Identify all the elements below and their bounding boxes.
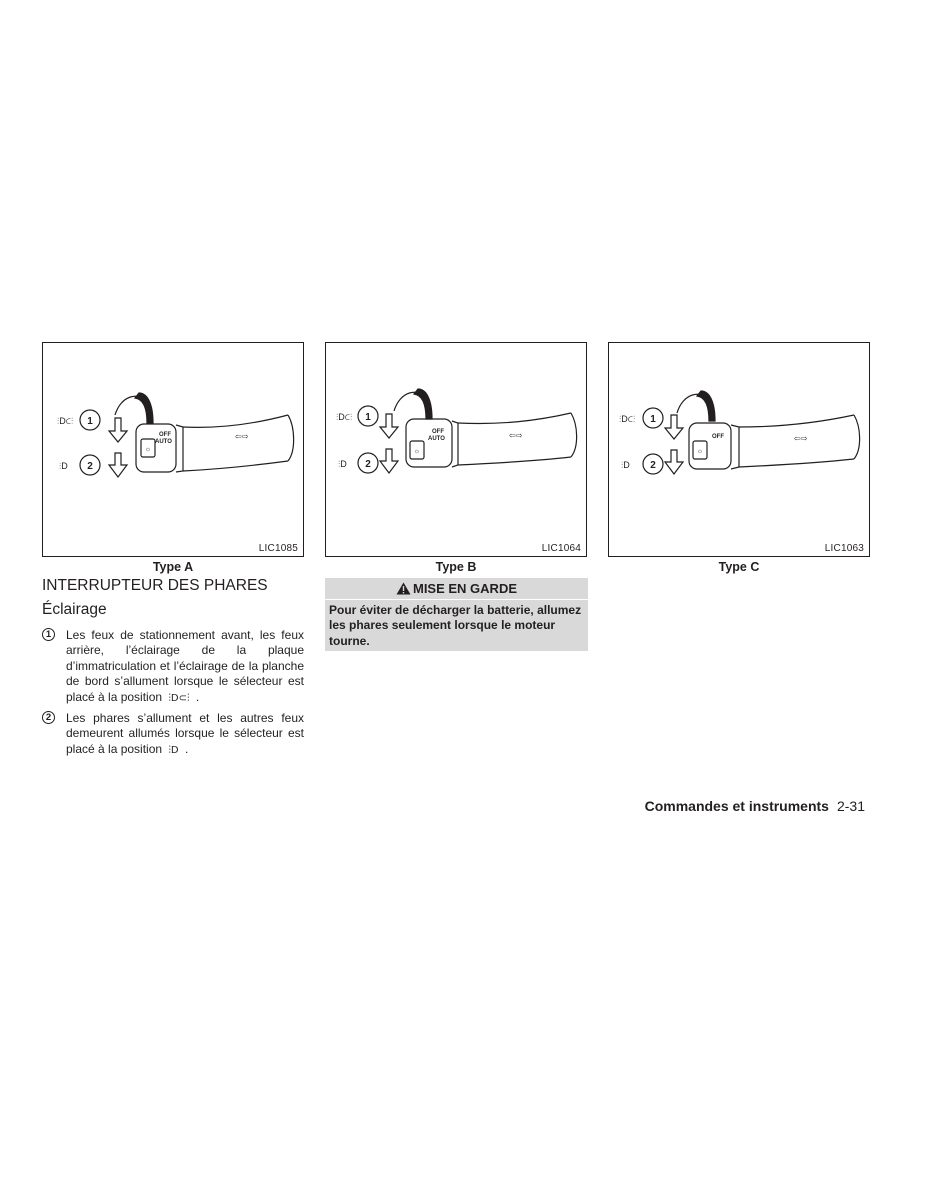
warning-title: MISE EN GARDE (412, 581, 517, 596)
position-2-label: 2 (87, 461, 93, 472)
svg-text:⇦⇨: ⇦⇨ (794, 434, 808, 443)
parking-lights-symbol: ⫶D⊂⫶ (57, 416, 74, 426)
svg-text:OFF: OFF (432, 429, 444, 435)
figure-code: LIC1085 (258, 543, 298, 554)
item-text: Les feux de stationnement avant, les feux arrière, l’éclairage de la plaque d’immatriculation et l’éclairage de la planche de bord s’allument lorsque le sélecteur est placé à la position (66, 628, 304, 704)
warning-box (325, 578, 588, 651)
position-1-label: 1 (365, 412, 371, 423)
item-end: . (195, 689, 200, 704)
warning-header (325, 578, 588, 600)
light-switch-lever-illustration (43, 343, 303, 556)
svg-text:⫶D⊂⫶: ⫶D⊂⫶ (619, 414, 636, 424)
footer-section: Commandes et instruments (644, 798, 829, 814)
figure-code: LIC1063 (824, 543, 864, 554)
item-text-block (66, 628, 304, 706)
headlight-icon: ⫶D (168, 744, 179, 756)
subsection-title: Éclairage (42, 601, 107, 618)
svg-text:⫶D: ⫶D (621, 460, 630, 470)
section-title: INTERRUPTEUR DES PHARES (42, 577, 268, 594)
svg-text:☼: ☼ (696, 448, 704, 455)
warning-triangle-icon (396, 582, 411, 595)
item-end: . (184, 741, 189, 756)
item-text: Les phares s’allument et les autres feux demeurent allumés lorsque le sélecteur est placé à la position (66, 711, 304, 756)
svg-text:☼: ☼ (413, 448, 421, 455)
figure-caption-type-a: Type A (152, 560, 194, 574)
svg-text:⇦⇨: ⇦⇨ (509, 431, 523, 440)
light-switch-lever-illustration (609, 343, 869, 556)
figure-type-a (42, 342, 304, 557)
position-2-label: 2 (650, 460, 656, 471)
headlight-symbol: ⫶D (59, 461, 68, 471)
item-text-block (66, 711, 304, 758)
figure-caption-type-b: Type B (435, 560, 477, 574)
figure-type-c (608, 342, 870, 557)
list-item (42, 711, 304, 758)
svg-text:⫶D: ⫶D (338, 459, 347, 469)
position-2-label: 2 (365, 459, 371, 470)
page-footer (645, 798, 865, 814)
parking-lights-icon: ⫶D⊂⫶ (168, 692, 190, 704)
figure-caption-type-c: Type C (718, 560, 760, 574)
page-number: 2-31 (836, 798, 865, 814)
figure-type-b (325, 342, 587, 557)
svg-text:AUTO: AUTO (428, 436, 445, 442)
position-1-label: 1 (650, 414, 656, 425)
svg-text:⫶D⊂⫶: ⫶D⊂⫶ (336, 412, 353, 422)
svg-text:OFF: OFF (159, 432, 171, 438)
item-number: 1 (42, 628, 55, 641)
warning-text: Pour éviter de décharger la batterie, allumez les phares seulement lorsque le moteur tourne. (329, 603, 582, 648)
list-item (42, 628, 304, 706)
svg-text:OFF: OFF (712, 434, 724, 440)
svg-text:AUTO: AUTO (155, 439, 172, 445)
svg-text:☼: ☼ (144, 446, 152, 453)
item-number: 2 (42, 711, 55, 724)
svg-text:⇦⇨: ⇦⇨ (235, 432, 249, 441)
position-1-label: 1 (87, 416, 93, 427)
figure-code: LIC1064 (541, 543, 581, 554)
light-switch-lever-illustration (326, 343, 586, 556)
